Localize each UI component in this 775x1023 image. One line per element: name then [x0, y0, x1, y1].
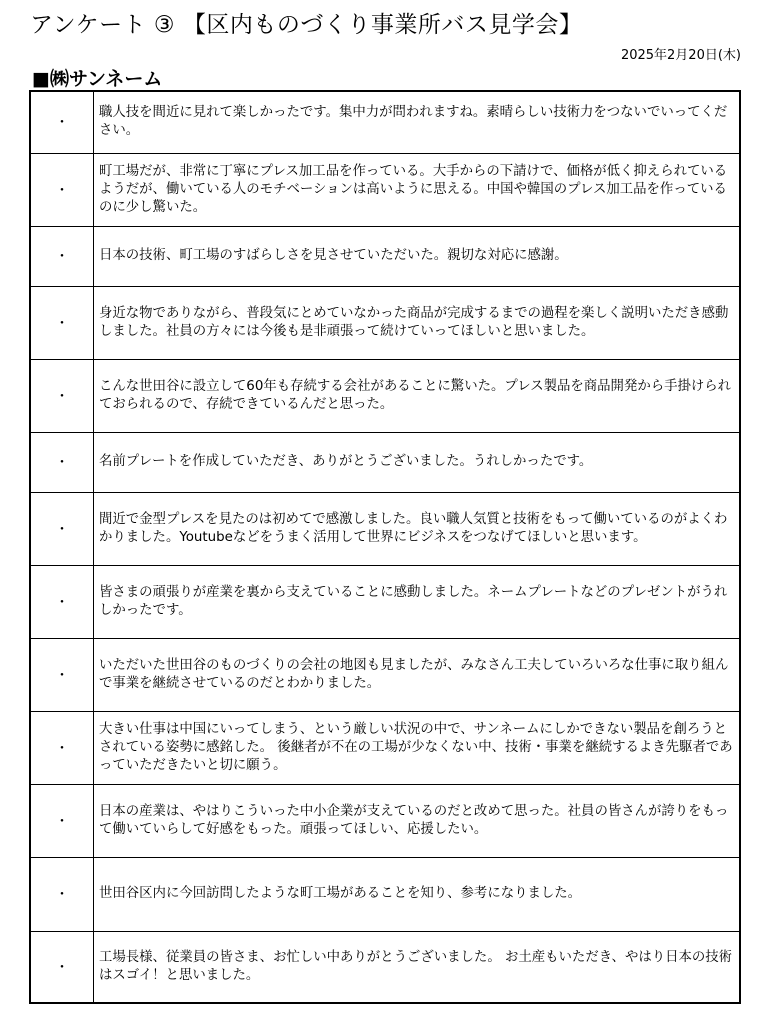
comment-cell: 間近で金型プレスを見たのは初めてで感激しました。良い職人気質と技術をもって働いているのがよくわかりました。Youtubeなどをうまく活用して世界にビジネスをつなげてほしいと思います。: [94, 492, 741, 565]
table-row: [30, 638, 740, 711]
table-row: [30, 286, 740, 359]
bullet-cell: ・: [30, 711, 94, 784]
survey-date: 2025年2月20日(木): [620, 48, 741, 63]
bullet-cell: ・: [30, 565, 94, 638]
table-row: [30, 711, 740, 784]
comment-cell: こんな世田谷に設立して60年も存続する会社があることに驚いた。プレス製品を商品開発から手掛けられておられるので、存続できているんだと思った。: [94, 359, 741, 432]
table-row: [30, 784, 740, 857]
page-title: アンケート ③ 【区内ものづくり事業所バス見学会】: [30, 12, 583, 38]
bullet-cell: ・: [30, 91, 94, 153]
table-row: [30, 153, 740, 226]
table-row: [30, 565, 740, 638]
comment-cell: 職人技を間近に見れて楽しかったです。集中力が問われますね。素晴らしい技術力をつないでいってください。: [94, 91, 741, 153]
comment-cell: 名前プレートを作成していただき、ありがとうございました。うれしかったです。: [94, 432, 741, 492]
comment-cell: 身近な物でありながら、普段気にとめていなかった商品が完成するまでの過程を楽しく説明いただき感動しました。社員の方々には今後も是非頑張って続けていってほしいと思いました。: [94, 286, 741, 359]
comment-cell: いただいた世田谷のものづくりの会社の地図も見ましたが、みなさん工夫していろいろな仕事に取り組んで事業を継続させているのだとわかりました。: [94, 638, 741, 711]
bullet-cell: ・: [30, 432, 94, 492]
table-row: [30, 931, 740, 1003]
table-row: [30, 492, 740, 565]
company-name: ■㈱サンネーム: [32, 68, 163, 90]
comment-cell: 町工場だが、非常に丁寧にプレス加工品を作っている。大手からの下請けで、価格が低く抑えられているようだが、働いている人のモチベーションは高いように思える。中国や韓国のプレス加工品を作っているのに少し驚いた。: [94, 153, 741, 226]
bullet-cell: ・: [30, 153, 94, 226]
table-row: [30, 432, 740, 492]
bullet-cell: ・: [30, 286, 94, 359]
bullet-cell: ・: [30, 226, 94, 286]
comment-cell: 日本の技術、町工場のすばらしさを見させていただいた。親切な対応に感謝。: [94, 226, 741, 286]
bullet-cell: ・: [30, 492, 94, 565]
table-row: [30, 359, 740, 432]
bullet-cell: ・: [30, 784, 94, 857]
survey-comments-table: [29, 90, 741, 1004]
bullet-cell: ・: [30, 931, 94, 1003]
table-row: [30, 226, 740, 286]
comment-cell: 皆さまの頑張りが産業を裏から支えていることに感動しました。ネームプレートなどのプレゼントがうれしかったです。: [94, 565, 741, 638]
bullet-cell: ・: [30, 857, 94, 931]
bullet-cell: ・: [30, 359, 94, 432]
comment-cell: 大きい仕事は中国にいってしまう、という厳しい状況の中で、サンネームにしかできない製品を創ろうとされている姿勢に感銘した。 後継者が不在の工場が少なくない中、技術・事業を継続するよき先駆者であっていただきたいと切に願う。: [94, 711, 741, 784]
bullet-cell: ・: [30, 638, 94, 711]
table-row: [30, 857, 740, 931]
table-row: [30, 91, 740, 153]
comment-cell: 工場長様、従業員の皆さま、お忙しい中ありがとうございました。 お土産もいただき、やはり日本の技術はスゴイ！と思いました。: [94, 931, 741, 1003]
comment-cell: 世田谷区内に今回訪問したような町工場があることを知り、参考になりました。: [94, 857, 741, 931]
comment-cell: 日本の産業は、やはりこういった中小企業が支えているのだと改めて思った。社員の皆さんが誇りをもって働いていらして好感をもった。頑張ってほしい、応援したい。: [94, 784, 741, 857]
